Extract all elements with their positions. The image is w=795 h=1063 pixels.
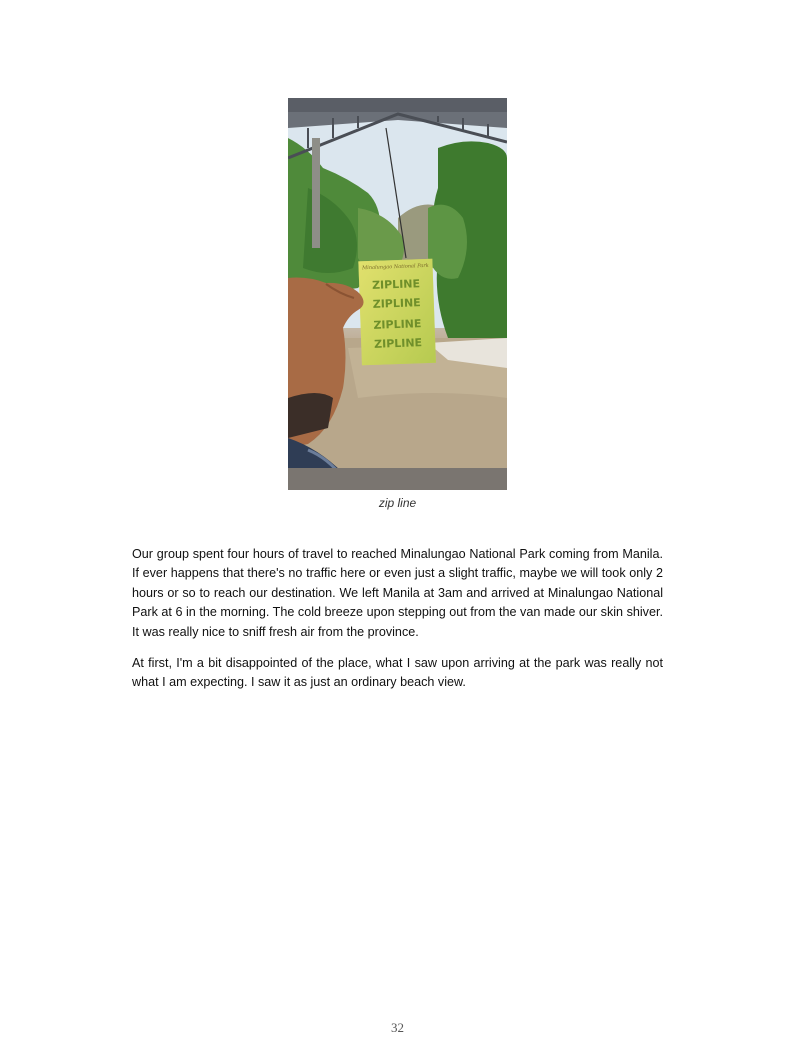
ticket-header: Minalungao National Park [362, 262, 429, 272]
ticket-text [358, 259, 436, 366]
ticket-word: ZIPLINE [371, 277, 421, 292]
zip-line-photo [288, 98, 507, 490]
figure-caption: zip line [378, 496, 417, 510]
ticket-word: ZIPLINE [373, 317, 422, 332]
paragraph: At first, I'm a bit disappointed of the place, what I saw upon arriving at the park was really not what I am expecting. I saw it as just an ordinary beach view. [132, 656, 663, 690]
ticket-word: ZIPLINE [373, 336, 423, 351]
body-text [132, 545, 663, 705]
ticket-word: ZIPLINE [372, 296, 421, 311]
page-number: 32 [391, 1020, 404, 1035]
paragraph: Our group spent four hours of travel to reached Minalungao National Park coming from Manila. If ever happens that there's no traffic here or even just a slight traffic, maybe we will took only 2 hours or so to reach our destination. We left Manila at 3am and arrived at Minalungao National Park at 6 in the morning. The cold breeze upon stepping out from the van made our skin shiver. It was really nice to sniff fresh air from the province. [132, 547, 663, 639]
